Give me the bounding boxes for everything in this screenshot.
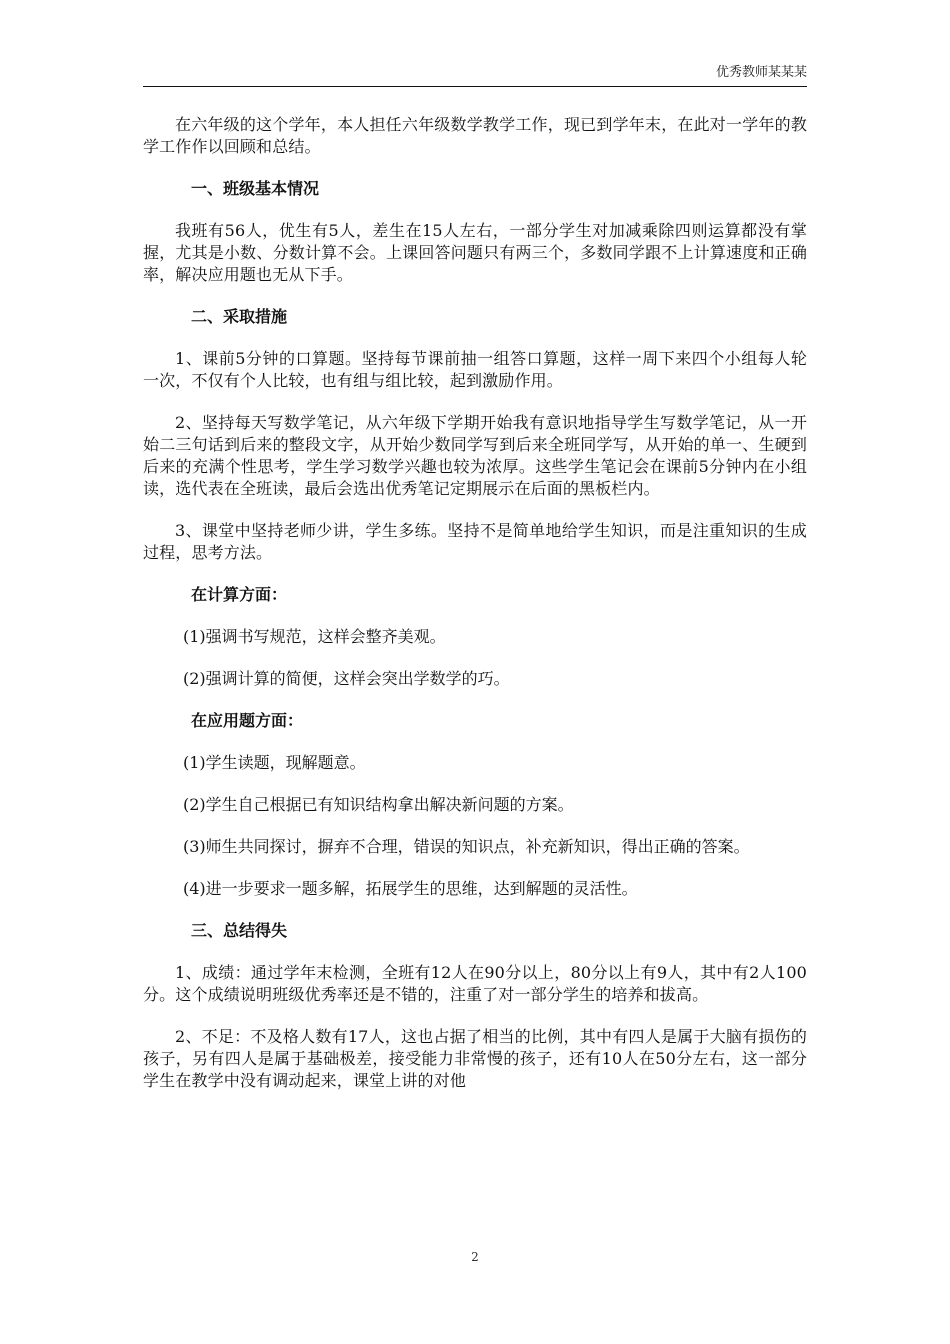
page-header xyxy=(143,64,807,87)
measure-paragraph-2: 2、坚持每天写数学笔记，从六年级下学期开始我有意识地指导学生写数学笔记，从一开始二三句话到后来的整段文字，从开始少数同学写到后来全班同学写，从开始的单一、生硬到后来的充满个性思考，学生学习数学兴趣也较为浓厚。这些学生笔记会在课前5分钟内在小组读，选代表在全班读，最后会选出优秀笔记定期展示在后面的黑板栏内。 xyxy=(143,413,807,498)
calculation-item-1: (1)强调书写规范，这样会整齐美观。 xyxy=(183,627,446,646)
word-problem-item-2: (2)学生自己根据已有知识结构拿出解决新问题的方案。 xyxy=(183,795,574,814)
subheading-word-problems: 在应用题方面： xyxy=(191,711,304,730)
section-heading-measures: 二、采取措施 xyxy=(191,307,288,326)
class-info-paragraph: 我班有56人，优生有5人，差生在15人左右，一部分学生对加减乘除四则运算都没有掌握，尤其是小数、分数计算不会。上课回答问题只有两三个，多数同学跟不上计算速度和正确率，解决应用题也无从下手。 xyxy=(143,221,807,284)
calculation-item-2: (2)强调计算的简便，这样会突出学数学的巧。 xyxy=(183,669,510,688)
measure-paragraph-1: 1、课前5分钟的口算题。坚持每节课前抽一组答口算题，这样一周下来四个小组每人轮一次，不仅有个人比较，也有组与组比较，起到激励作用。 xyxy=(143,349,807,390)
summary-shortcomings-paragraph: 2、不足：不及格人数有17人，这也占据了相当的比例，其中有四人是属于大脑有损伤的孩子，另有四人是属于基础极差，接受能力非常慢的孩子，还有10人在50分左右，这一部分学生在教学中没有调动起来，课堂上讲的对他 xyxy=(143,1027,807,1090)
section-heading-summary: 三、总结得失 xyxy=(191,921,288,940)
word-problem-item-4: (4)进一步要求一题多解，拓展学生的思维，达到解题的灵活性。 xyxy=(183,879,638,898)
document-body xyxy=(143,114,807,1092)
intro-paragraph: 在六年级的这个学年，本人担任六年级数学教学工作，现已到学年末，在此对一学年的教学工作作以回顾和总结。 xyxy=(143,115,807,156)
section-heading-class-info: 一、班级基本情况 xyxy=(191,179,320,198)
subheading-calculation: 在计算方面： xyxy=(191,585,288,604)
measure-paragraph-3: 3、课堂中坚持老师少讲，学生多练。坚持不是简单地给学生知识，而是注重知识的生成过程，思考方法。 xyxy=(143,521,807,562)
word-problem-item-1: (1)学生读题，现解题意。 xyxy=(183,753,366,772)
header-author: 优秀教师某某某 xyxy=(715,65,807,80)
summary-results-paragraph: 1、成绩：通过学年末检测，全班有12人在90分以上，80分以上有9人，其中有2人100分。这个成绩说明班级优秀率还是不错的，注重了对一部分学生的培养和拔高。 xyxy=(143,963,807,1004)
page-number: 2 xyxy=(471,1250,479,1264)
word-problem-item-3: (3)师生共同探讨，摒弃不合理，错误的知识点，补充新知识，得出正确的答案。 xyxy=(183,837,750,856)
